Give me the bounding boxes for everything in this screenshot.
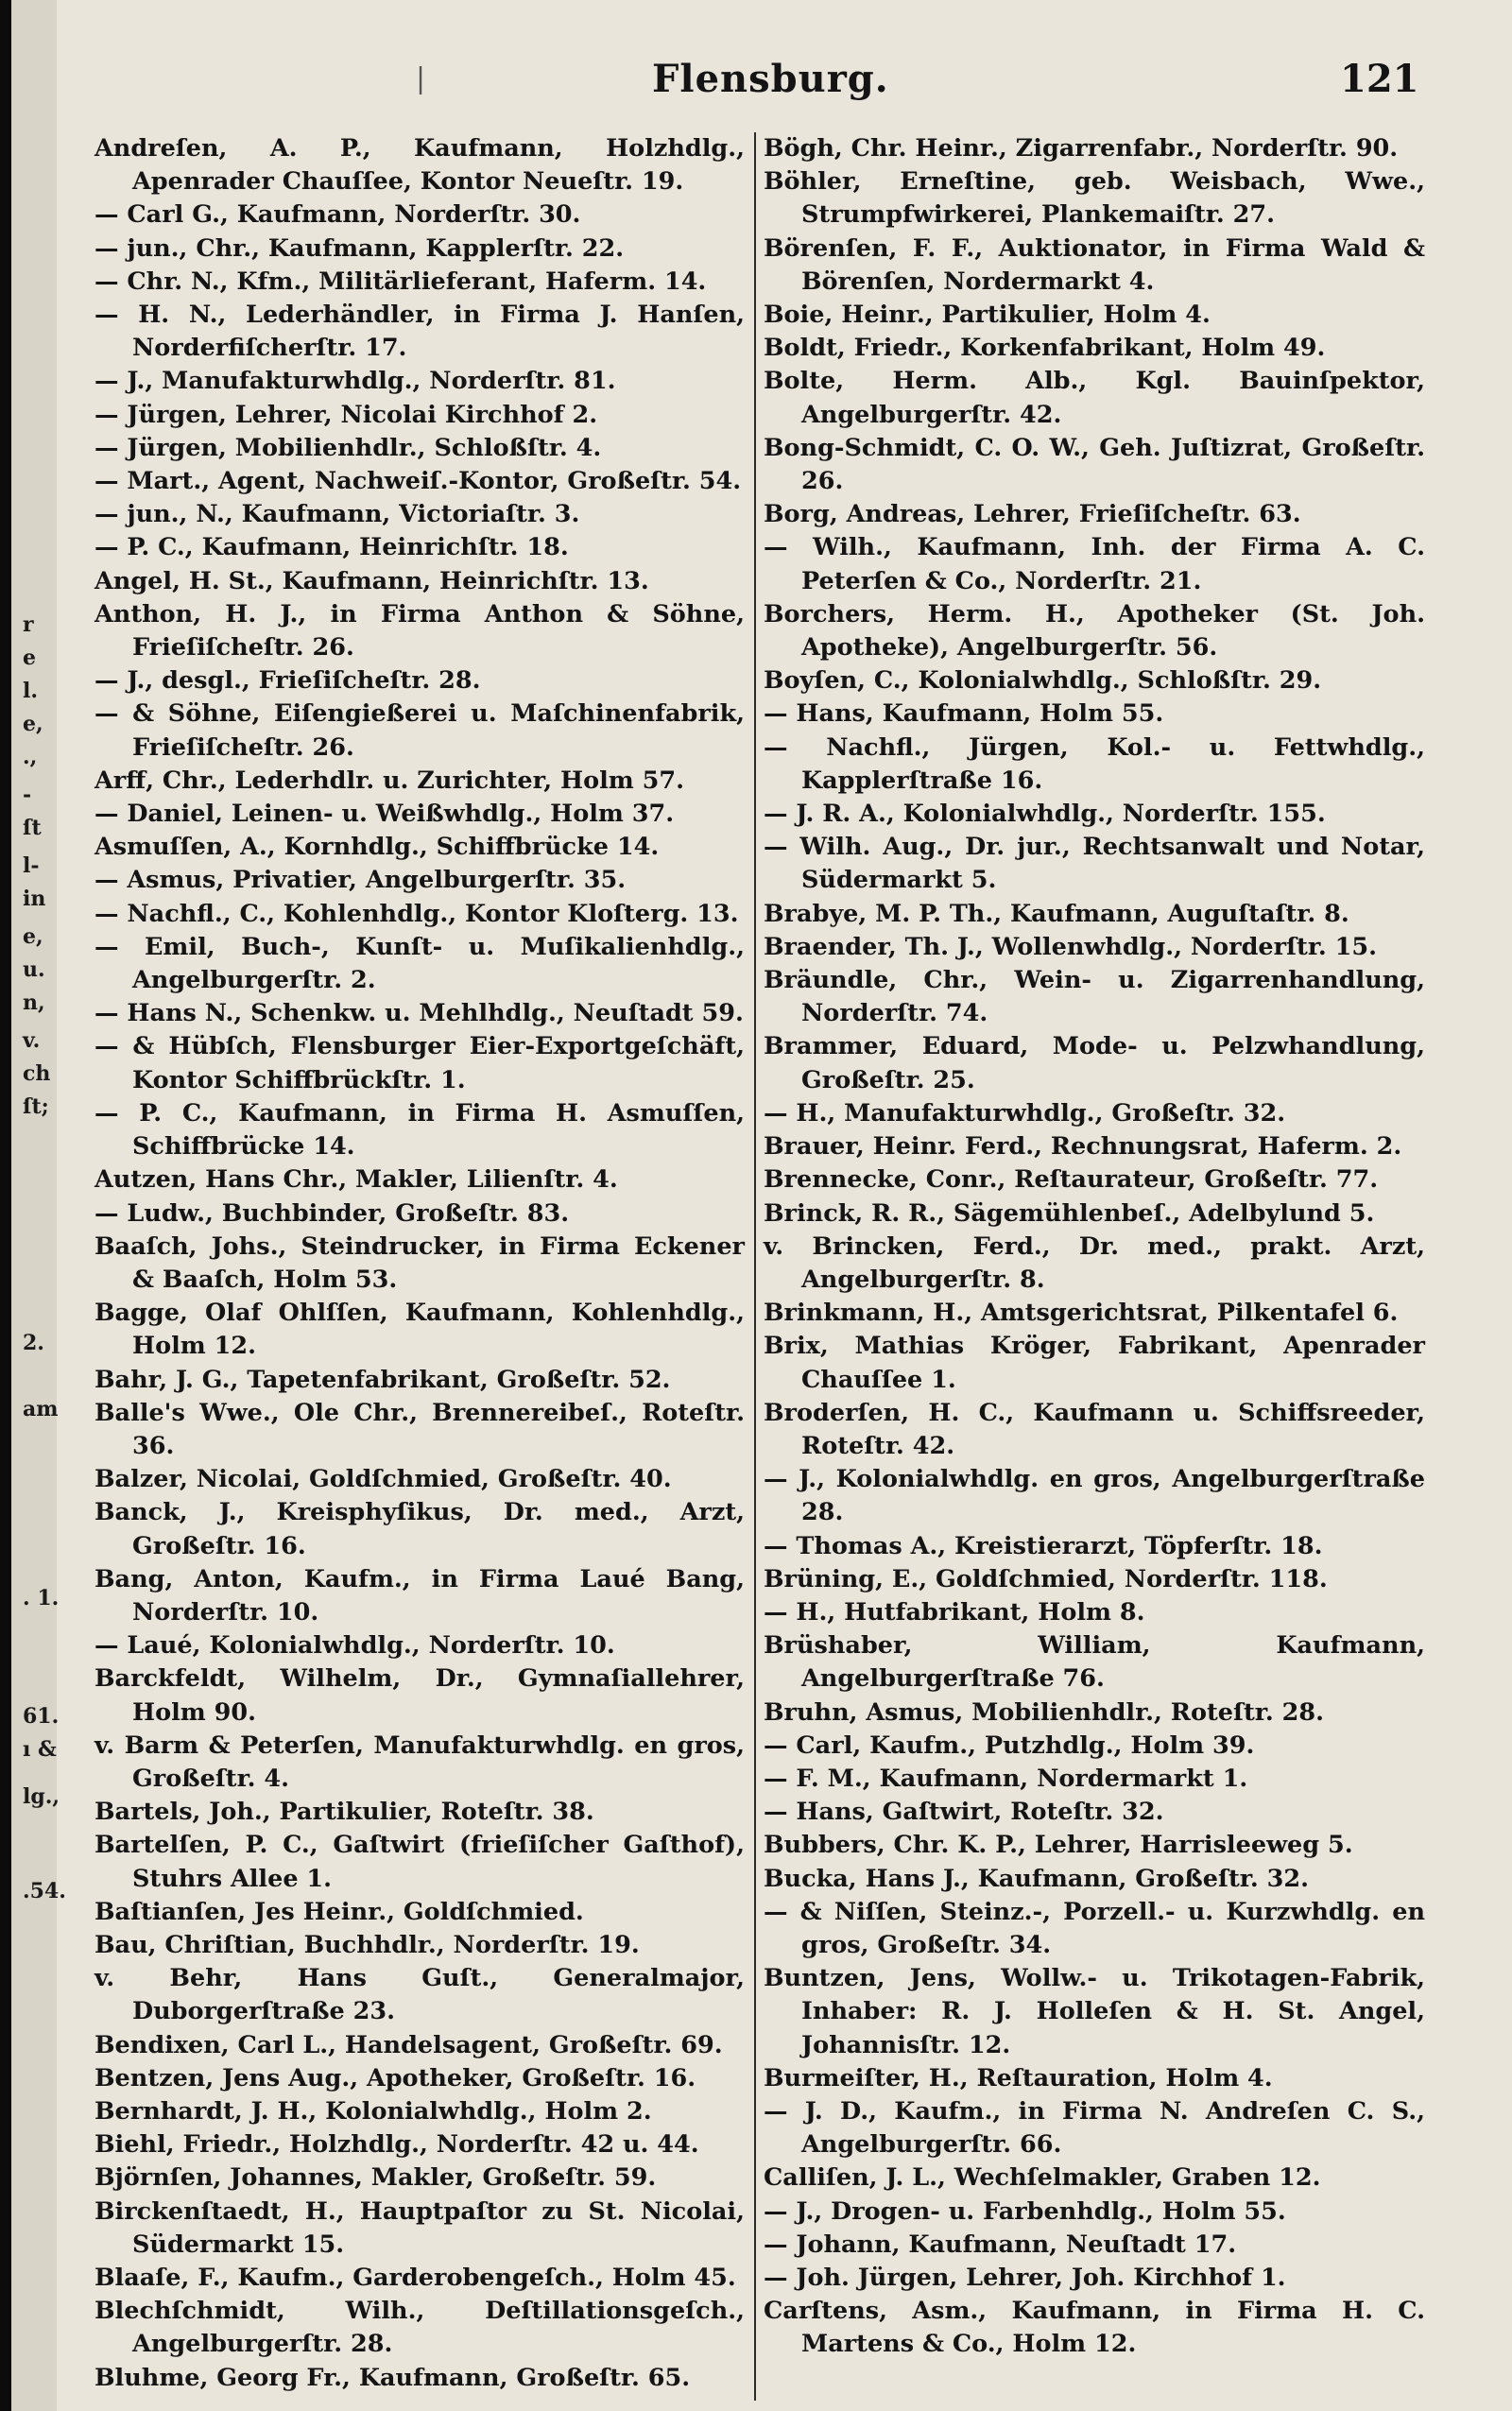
directory-entry: Brauer, Heinr. Ferd., Rechnungsrat, Haferm. 2. [764,1132,1402,1162]
directory-entry: v. Behr, Hans Guſt., Generalmajor, Duborgerſtraße 23. [94,1964,745,2026]
directory-entry: Bubbers, Chr. K. P., Lehrer, Harrisleeweg 5. [764,1831,1353,1860]
directory-entry: Blechſchmidt, Wilh., Deſtillationsgeſch., Angelburgerſtr. 28. [94,2297,745,2359]
directory-entry: — Daniel, Leinen- u. Weißwhdlg., Holm 37. [94,800,675,829]
left-column [94,132,745,2401]
margin-fragment: in [23,887,46,911]
directory-entry: — Johann, Kaufmann, Neuſtadt 17. [764,2230,1237,2259]
directory-entry: Biehl, Friedr., Holzhdlg., Norderſtr. 42 u. 44. [94,2130,699,2160]
directory-entry: Anthon, H. J., in Firma Anthon & Söhne, Frieſiſcheſtr. 26. [94,599,745,663]
directory-entry: — Laué, Kolonialwhdlg., Norderſtr. 10. [94,1631,615,1661]
directory-entry: Blaaſe, F., Kaufm., Garderobengeſch., Holm 45. [94,2264,736,2292]
margin-fragment: u. [23,957,45,982]
directory-entry: — H., Hutfabrikant, Holm 8. [764,1597,1145,1627]
margin-fragment: e, [23,924,43,949]
directory-entry: Bau, Chriſtian, Buchhdlr., Norderſtr. 19. [94,1930,640,1959]
column-divider [754,132,756,2401]
margin-fragment: . 1. [23,1586,60,1610]
directory-entry: Broderſen, H. C., Kaufmann u. Schiffsreeder, Roteſtr. 42. [764,1398,1425,1460]
directory-entry: Bahr, J. G., Tapetenfabrikant, Großeſtr. 52. [94,1365,671,1394]
directory-entry: Börenſen, F. F., Auktionator, in Firma Wald & Börenſen, Nordermarkt 4. [764,233,1425,296]
directory-entry: Bolte, Herm. Alb., Kgl. Bauinſpektor, Angelburgerſtr. 42. [764,367,1425,429]
margin-fragment: 61. [23,1704,60,1729]
margin-fragment: lg., [23,1784,60,1809]
directory-entry: Bartels, Joh., Partikulier, Roteſtr. 38. [94,1798,594,1827]
directory-entry: — Hans, Kaufmann, Holm 55. [764,699,1164,729]
directory-entry: Brammer, Eduard, Mode- u. Pelzwhandlung, Großeſtr. 25. [764,1032,1425,1094]
margin-fragment: ch [23,1061,51,1086]
directory-entry: — J., Kolonialwhdlg. en gros, Angelburgerſtraße 28. [764,1465,1425,1527]
directory-entry: — Asmus, Privatier, Angelburgerſtr. 35. [94,866,627,895]
directory-entry: Calliſen, J. L., Wechſelmakler, Graben 12. [764,2163,1321,2193]
directory-entry: Baaſch, Johs., Steindrucker, in Firma Eckener & Baaſch, Holm 53. [94,1231,745,1294]
directory-entry: — Emil, Buch-, Kunſt- u. Muſikalienhdlg., Angelburgerſtr. 2. [94,932,745,995]
directory-entry: Buntzen, Jens, Wollw.- u. Trikotagen-Fabrik, Inhaber: R. J. Holleſen & H. St. Angel, Johannisſtr. 12. [764,1964,1425,2059]
directory-entry: — Thomas A., Kreistierarzt, Töpferſtr. 18. [764,1531,1323,1560]
directory-entry: Angel, H. St., Kaufmann, Heinrichſtr. 13. [94,566,649,595]
directory-entry: — H. N., Lederhändler, in Firma J. Hanſen, Norderfiſcherſtr. 17. [94,301,745,363]
directory-entry: Asmuſſen, A., Kornhdlg., Schiffbrücke 14. [94,833,660,862]
directory-entry: — & Niſſen, Steinz.-, Porzell.- u. Kurzwhdlg. en gros, Großeſtr. 34. [764,1897,1425,1959]
directory-entry: — J., Drogen- u. Farbenhdlg., Holm 55. [764,2196,1286,2226]
directory-entry: — J. D., Kaufm., in Firma N. Andreſen C. S., Angelburgerſtr. 66. [764,2096,1425,2160]
directory-entry: Balzer, Nicolai, Goldſchmied, Großeſtr. 40. [94,1465,672,1494]
directory-entry: Bräundle, Chr., Wein- u. Zigarrenhandlung, Norderſtr. 74. [764,966,1425,1028]
directory-entry: — P. C., Kaufmann, Heinrichſtr. 18. [94,533,569,562]
directory-entry: Brinkmann, H., Amtsgerichtsrat, Pilkentafel 6. [764,1299,1399,1328]
margin-fragment: ſt [23,816,42,840]
directory-entry: — Hans N., Schenkw. u. Mehlhdlg., Neuſtadt 59. [94,999,744,1028]
directory-entry: v. Barm & Peterſen, Manufakturwhdlg. en gros, Großeſtr. 4. [94,1731,745,1793]
margin-fragment: 2. [23,1331,44,1355]
directory-entry: — J. R. A., Kolonialwhdlg., Norderſtr. 155. [764,800,1326,829]
directory-entry: — Ludw., Buchbinder, Großeſtr. 83. [94,1198,570,1228]
directory-entry: Brabye, M. P. Th., Kaufmann, Auguſtaſtr. 8. [764,899,1349,928]
directory-entry: Autzen, Hans Chr., Makler, Lilienſtr. 4. [94,1165,618,1195]
directory-entry: Bartelſen, P. C., Gaſtwirt (frieſiſcher Gaſthof), Stuhrs Allee 1. [94,1831,745,1893]
directory-entry: — J., desgl., Frieſiſcheſtr. 28. [94,666,481,696]
directory-entry: Bruhn, Asmus, Mobilienhdlr., Roteſtr. 28. [764,1697,1324,1727]
directory-entry: — J., Manufakturwhdlg., Norderſtr. 81. [94,367,616,396]
margin-fragment: l- [23,853,40,878]
margin-fragment: am [23,1397,59,1421]
page-number: 121 [1340,57,1419,101]
directory-entry: — Wilh. Aug., Dr. jur., Rechtsanwalt und Notar, Südermarkt 5. [764,833,1425,895]
margin-fragment: ., [23,745,38,769]
directory-entry: — Hans, Gaſtwirt, Roteſtr. 32. [764,1798,1164,1827]
directory-entry: Bendixen, Carl L., Handelsagent, Großeſtr. 69. [94,2030,723,2059]
directory-entry: — P. C., Kaufmann, in Firma H. Asmuſſen, Schiffbrücke 14. [94,1098,745,1162]
directory-entry: Balle's Wwe., Ole Chr., Brennereibeſ., Roteſtr. 36. [94,1398,745,1460]
directory-entry: Boldt, Friedr., Korkenfabrikant, Holm 49. [764,334,1326,363]
directory-entry: Borchers, Herm. H., Apotheker (St. Joh. Apotheke), Angelburgerſtr. 56. [764,599,1425,663]
directory-entry: Birckenſtaedt, H., Hauptpaſtor zu St. Nicolai, Südermarkt 15. [94,2196,745,2259]
directory-entry: — Nachfl., Jürgen, Kol.- u. Fettwhdlg., Kapplerſtraße 16. [764,732,1425,795]
directory-entry: — & Hübſch, Flensburger Eier-Exportgeſchäft, Kontor Schiffbrückſtr. 1. [94,1032,745,1094]
directory-entry: Brinck, R. R., Sägemühlenbeſ., Adelbylund 5. [764,1198,1375,1228]
margin-fragment: ı & [23,1737,57,1762]
directory-entry: Baſtianſen, Jes Heinr., Goldſchmied. [94,1897,584,1926]
directory-entry: — Jürgen, Lehrer, Nicolai Kirchhof 2. [94,400,598,429]
directory-entry: — Mart., Agent, Nachweiſ.-Kontor, Großeſtr. 54. [94,467,742,496]
directory-entry: Brüshaber, William, Kaufmann, Angelburgerſtraße 76. [764,1631,1425,1694]
directory-entry: Bucka, Hans J., Kaufmann, Großeſtr. 32. [764,1864,1309,1893]
directory-entry: — F. M., Kaufmann, Nordermarkt 1. [764,1764,1248,1793]
directory-entry: Braender, Th. J., Wollenwhdlg., Norderſtr. 15. [764,932,1378,961]
directory-entry: Bong-Schmidt, C. O. W., Geh. Juſtizrat, Großeſtr. 26. [764,433,1425,496]
directory-entry: Barckfeldt, Wilhelm, Dr., Gymnaſiallehrer, Holm 90. [94,1664,745,1727]
directory-entry: — Joh. Jürgen, Lehrer, Joh. Kirchhof 1. [764,2264,1286,2292]
directory-entry: Bentzen, Jens Aug., Apotheker, Großeſtr. 16. [94,2063,696,2092]
margin-fragment: e [23,646,36,670]
directory-entry: Arff, Chr., Lederhdlr. u. Zurichter, Holm 57. [94,766,685,795]
directory-entry: Burmeiſter, H., Reſtauration, Holm 4. [764,2063,1273,2092]
running-head: Flensburg. [652,57,889,101]
directory-entry: Andreſen, A. P., Kaufmann, Holzhdlg., Apenrader Chauſſee, Kontor Neueſtr. 19. [94,134,745,197]
directory-entry: Bang, Anton, Kaufm., in Firma Laué Bang, Norderſtr. 10. [94,1564,745,1627]
directory-entry: — Jürgen, Mobilienhdlr., Schloßſtr. 4. [94,433,602,462]
directory-entry: — Chr. N., Kfm., Militärlieferant, Haferm. 14. [94,267,707,296]
directory-entry: Boie, Heinr., Partikulier, Holm 4. [764,301,1211,330]
directory-entry: Borg, Andreas, Lehrer, Frieſiſcheſtr. 63. [764,500,1301,529]
directory-entry: — jun., Chr., Kaufmann, Kapplerſtr. 22. [94,233,625,263]
directory-entry: v. Brincken, Ferd., Dr. med., prakt. Arzt, Angelburgerſtr. 8. [764,1231,1425,1294]
directory-entry: Brix, Mathias Kröger, Fabrikant, Apenrader Chauſſee 1. [764,1332,1425,1394]
right-column [764,132,1425,2401]
margin-fragment: v. [23,1028,41,1053]
directory-entry: — Carl G., Kaufmann, Norderſtr. 30. [94,200,581,230]
margin-fragment: r [23,612,34,637]
margin-fragment: - [23,783,32,807]
directory-entry: — Carl, Kaufm., Putzhdlg., Holm 39. [764,1731,1255,1760]
directory-entry: Böhler, Erneſtine, geb. Weisbach, Wwe., Strumpfwirkerei, Plankemaiſtr. 27. [764,167,1425,230]
directory-entry: — jun., N., Kaufmann, Victoriaſtr. 3. [94,500,580,529]
margin-fragment: l. [23,679,39,703]
directory-entry: Banck, J., Kreisphyſikus, Dr. med., Arzt, Großeſtr. 16. [94,1498,745,1560]
directory-entry: Bernhardt, J. H., Kolonialwhdlg., Holm 2. [94,2096,652,2126]
directory-entry: — & Söhne, Eiſengießerei u. Maſchinenfabrik, Frieſiſcheſtr. 26. [94,699,745,762]
directory-entry: Bluhme, Georg Fr., Kaufmann, Großeſtr. 65. [94,2363,691,2392]
directory-entry: Björnſen, Johannes, Makler, Großeſtr. 59. [94,2163,657,2193]
margin-fragment: n, [23,990,45,1015]
directory-entry: Bögh, Chr. Heinr., Zigarrenfabr., Norderſtr. 90. [764,134,1399,163]
directory-entry: Brüning, E., Goldſchmied, Norderſtr. 118. [764,1564,1328,1593]
margin-fragment: ſt; [23,1094,49,1119]
margin-fragment: e, [23,712,43,736]
directory-entry: Boyſen, C., Kolonialwhdlg., Schloßſtr. 29. [764,666,1322,696]
margin-fragment: .54. [23,1879,66,1903]
adjacent-page-edge [0,0,66,2411]
header-mark: | [416,62,426,95]
directory-entry: — Wilh., Kaufmann, Inh. der Firma A. C. Peterſen & Co., Norderſtr. 21. [764,533,1425,595]
directory-entry: Carſtens, Asm., Kaufmann, in Firma H. C. Martens & Co., Holm 12. [764,2297,1425,2359]
directory-entry: — Nachfl., C., Kohlenhdlg., Kontor Kloſterg. 13. [94,899,739,928]
directory-entry: — H., Manufakturwhdlg., Großeſtr. 32. [764,1098,1286,1128]
directory-entry: Bagge, Olaf Ohlſſen, Kaufmann, Kohlenhdlg., Holm 12. [94,1299,745,1361]
directory-entry: Brennecke, Conr., Reſtaurateur, Großeſtr. 77. [764,1165,1379,1195]
